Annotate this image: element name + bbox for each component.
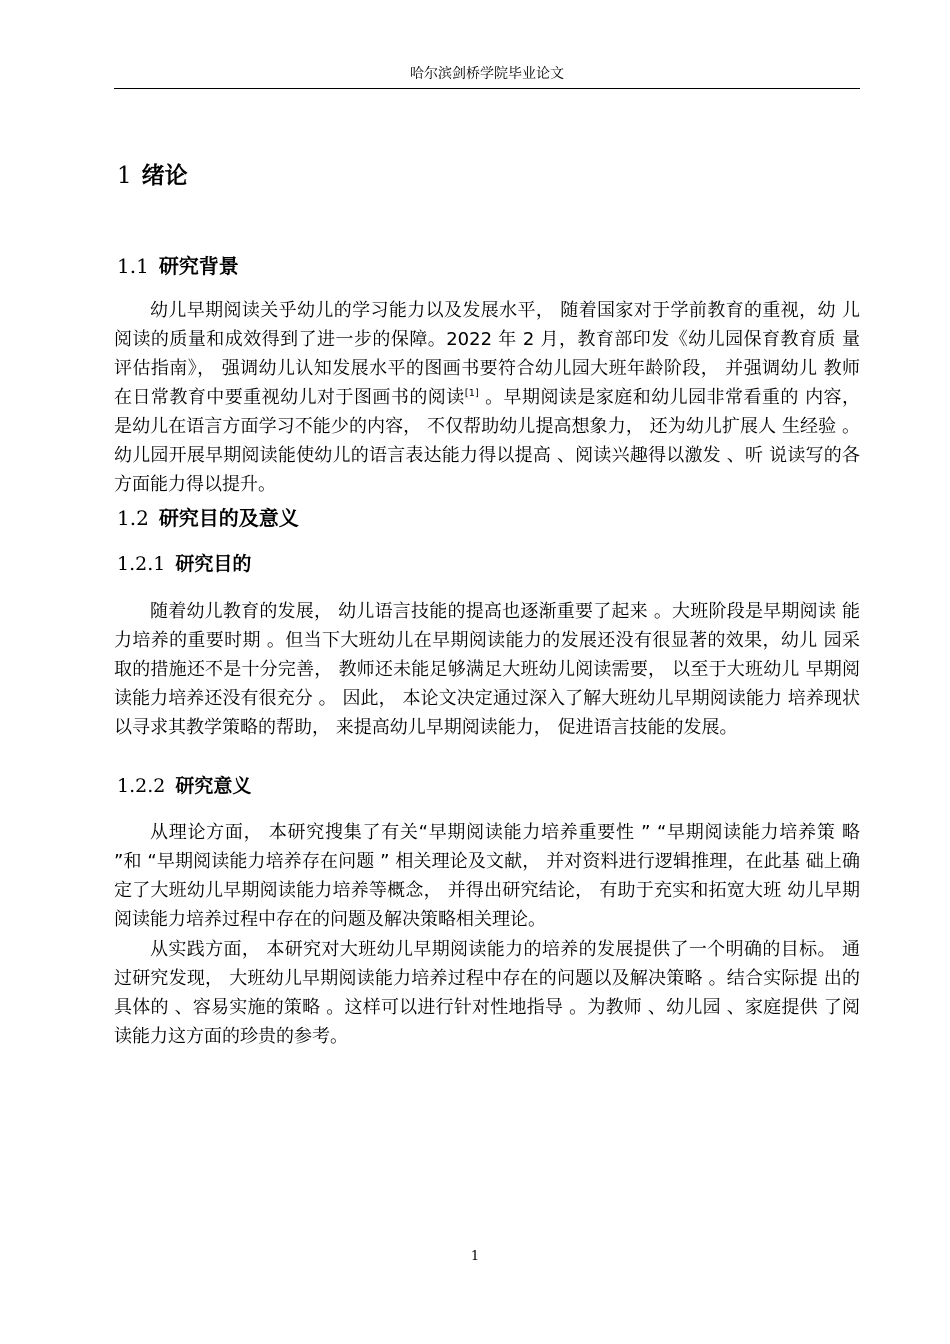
chapter-heading	[117, 160, 188, 192]
section-1-2-1-number: 1.2.1	[117, 553, 166, 575]
section-1-2-1-heading	[117, 551, 251, 577]
background-text-a: 幼儿早期阅读关乎幼儿的学习能力以及发展水平， 随着国家对于学前教育的重视，幼 儿阅读的质量和成效得到了进一步的保障。2022 年 2 月，教育部印发《幼儿园保育教育质 量评估指南》， 强调幼儿认知发展水平的图画书要符合幼儿园大班年龄阶段， 并强调幼儿 教师在日常教育中要重视幼儿对于图画书的阅读	[114, 300, 860, 408]
section-1-1-number: 1.1	[117, 254, 149, 278]
section-1-1-heading	[117, 252, 239, 280]
section-1-2-number: 1.2	[117, 506, 149, 530]
header-rule	[114, 88, 860, 89]
section-1-2-heading	[117, 504, 299, 532]
section-1-2-2-title: 研究意义	[175, 775, 252, 797]
citation-1: [1]	[464, 388, 479, 399]
section-1-2-2-number: 1.2.2	[117, 775, 166, 797]
chapter-number: 1	[117, 163, 132, 189]
background-paragraph	[114, 296, 860, 499]
section-1-2-2-heading	[117, 773, 251, 799]
background-text-b: 。早期阅读是家庭和幼儿园非常看重的 内容， 是幼儿在语言方面学习不能少的内容， 不仅帮助幼儿提高想象力， 还为幼儿扩展人 生经验 。幼儿园开展早期阅读能使幼儿的语言表达能力得以提高 、阅读兴趣得以激发 、听 说读写的各方面能力得以提升。	[114, 387, 860, 495]
chapter-title: 绪论	[141, 163, 188, 189]
page-number: 1	[470, 1249, 480, 1264]
section-1-1-title: 研究背景	[158, 254, 239, 278]
section-1-2-1-title: 研究目的	[175, 553, 252, 575]
section-1-2-title: 研究目的及意义	[158, 506, 299, 530]
significance-practice-paragraph: 从实践方面， 本研究对大班幼儿早期阅读能力的培养的发展提供了一个明确的目标。 通过研究发现， 大班幼儿早期阅读能力培养过程中存在的问题以及解决策略 。结合实际提 出的具体的 、容易实施的策略 。这样可以进行针对性地指导 。为教师 、幼儿园 、家庭提供 了阅读能力这方面的珍贵的参考。	[114, 939, 860, 1047]
significance-theory-paragraph: 从理论方面， 本研究搜集了有关“早期阅读能力培养重要性 ” “早期阅读能力培养策 略 ”和 “早期阅读能力培养存在问题 ” 相关理论及文献， 并对资料进行逻辑推理，在此基 础上确定了大班幼儿早期阅读能力培养等概念， 并得出研究结论， 有助于充实和拓宽大班 幼儿早期阅读能力培养过程中存在的问题及解决策略相关理论。	[114, 822, 860, 930]
running-header: 哈尔滨剑桥学院毕业论文	[410, 66, 564, 82]
purpose-paragraph: 随着幼儿教育的发展， 幼儿语言技能的提高也逐渐重要了起来 。大班阶段是早期阅读 能力培养的重要时期 。但当下大班幼儿在早期阅读能力的发展还没有很显著的效果，幼儿 园采取的措施还不是十分完善， 教师还未能足够满足大班幼儿阅读需要， 以至于大班幼儿 早期阅读能力培养还没有很充分 。 因此， 本论文决定通过深入了解大班幼儿早期阅读能力 培养现状以寻求其教学策略的帮助， 来提高幼儿早期阅读能力， 促进语言技能的发展。	[114, 601, 860, 738]
